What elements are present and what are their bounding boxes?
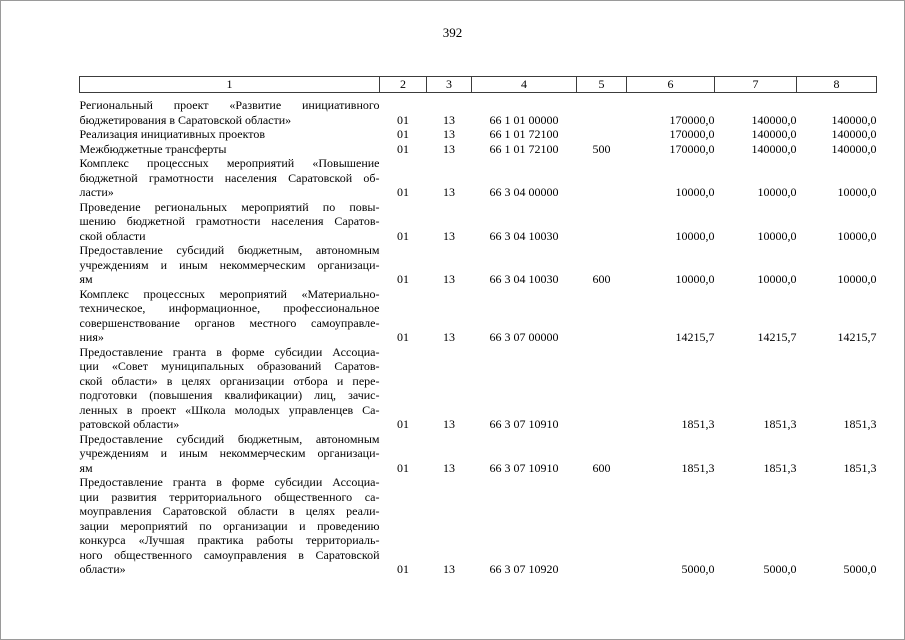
column-header-7: 7: [715, 77, 797, 93]
code-cell: 01: [397, 562, 409, 576]
code-cell: 66 3 07 10910: [489, 417, 559, 431]
amount-cell: 10000,0: [837, 272, 877, 286]
column-header-4: 4: [472, 77, 577, 93]
code-cell: 01: [397, 272, 409, 286]
column-header-8: 8: [797, 77, 877, 93]
name-line: Проведение региональных мероприятий по повы-: [79, 199, 380, 214]
name-line: ской области: [79, 228, 146, 243]
code-cell: 01: [397, 417, 409, 431]
amount-cell: 140000,0: [751, 141, 797, 156]
table-row: [80, 142, 877, 157]
code-cell: 01: [397, 185, 409, 199]
amount-cell: 14215,7: [837, 330, 877, 344]
column-header-3: 3: [427, 77, 472, 93]
column-header-1: 1: [80, 77, 380, 93]
code-cell: 66 1 01 72100: [489, 141, 559, 156]
row-name-cell: [80, 475, 380, 577]
row-name-cell: [80, 200, 380, 244]
amount-cell: 10000,0: [675, 228, 715, 243]
name-line: Комплекс процессных мероприятий «Материально-: [79, 286, 380, 301]
name-line: Предоставление субсидий бюджетным, автономным: [79, 243, 380, 257]
name-line: ласти»: [79, 185, 114, 199]
name-line: Межбюджетные трансферты: [79, 141, 227, 156]
table-row: [80, 127, 877, 142]
amount-cell: 170000,0: [669, 127, 715, 141]
name-line: подготовки (повышения квалификации) лиц, зачис-: [79, 388, 380, 402]
name-line: конкурса «Лучшая практика работы территориаль-: [79, 533, 380, 547]
name-line: учреждениям и иным некоммерческим организаци-: [79, 257, 380, 272]
name-line: бюджетной грамотности населения Саратовской об-: [79, 170, 380, 185]
amount-cell: 10000,0: [757, 185, 797, 199]
table-row: [80, 345, 877, 432]
code-cell: 66 3 07 10910: [489, 460, 559, 475]
code-cell: 13: [443, 330, 455, 344]
code-cell: 13: [443, 127, 455, 141]
name-line: ям: [79, 272, 93, 286]
amount-cell: 140000,0: [831, 112, 877, 127]
code-cell: 13: [443, 185, 455, 199]
amount-cell: 10000,0: [675, 272, 715, 286]
code-cell: 01: [397, 127, 409, 141]
code-cell: 13: [443, 228, 455, 243]
budget-table-body: [80, 93, 877, 577]
amount-cell: 170000,0: [669, 141, 715, 156]
amount-cell: 140000,0: [751, 127, 797, 141]
amount-cell: 170000,0: [669, 112, 715, 127]
code-cell: 01: [397, 330, 409, 344]
table-row: [80, 432, 877, 476]
code-cell: [577, 200, 627, 244]
table-row: [80, 200, 877, 244]
amount-cell: 5000,0: [681, 562, 715, 576]
row-name-cell: [80, 156, 380, 200]
amount-cell: 140000,0: [831, 141, 877, 156]
name-line: Реализация инициативных проектов: [79, 127, 266, 141]
amount-cell: 10000,0: [675, 185, 715, 199]
amount-cell: 1851,3: [843, 417, 877, 431]
table-header: [80, 77, 877, 93]
row-name-cell: [80, 127, 380, 142]
code-cell: 66 3 04 00000: [489, 185, 559, 199]
amount-cell: 140000,0: [751, 112, 797, 127]
table-row: [80, 287, 877, 345]
table-row: [80, 243, 877, 287]
name-line: Предоставление гранта в форме субсидии Ассоциа-: [79, 475, 380, 489]
name-line: моуправления Саратовской области в целях реали-: [79, 504, 380, 518]
amount-cell: 5000,0: [763, 562, 797, 576]
name-line: ленных в проект «Школа молодых управленцев Са-: [79, 402, 380, 417]
amount-cell: 10000,0: [757, 228, 797, 243]
amount-cell: 1851,3: [843, 460, 877, 475]
code-cell: 01: [397, 141, 409, 156]
name-line: зации мероприятий по организации и проведению: [79, 518, 380, 533]
name-line: ния»: [79, 330, 104, 344]
name-line: бюджетирования в Саратовской области»: [79, 112, 292, 127]
code-cell: [577, 475, 627, 577]
amount-cell: 10000,0: [837, 185, 877, 199]
code-cell: 66 3 04 10030: [489, 228, 559, 243]
amount-cell: 14215,7: [757, 330, 797, 344]
amount-cell: 5000,0: [843, 562, 877, 576]
row-name-cell: [80, 345, 380, 432]
page-number: 392: [442, 25, 463, 40]
column-number-row: [80, 77, 877, 93]
name-line: техническое, информационное, профессиональное: [79, 301, 380, 315]
name-line: шению бюджетной грамотности населения Саратов-: [79, 214, 380, 228]
code-cell: [577, 127, 627, 142]
code-cell: 66 1 01 72100: [489, 127, 559, 141]
code-cell: 66 3 07 00000: [489, 330, 559, 344]
code-cell: 13: [443, 417, 455, 431]
code-cell: 13: [443, 272, 455, 286]
code-cell: 500: [592, 141, 611, 156]
name-line: учреждениям и иным некоммерческим организаци-: [79, 446, 380, 460]
code-cell: 13: [443, 562, 455, 576]
row-name-cell: [80, 142, 380, 157]
name-line: Региональный проект «Развитие инициативного: [79, 98, 380, 112]
amount-cell: 10000,0: [837, 228, 877, 243]
name-line: Комплекс процессных мероприятий «Повышение: [79, 156, 380, 170]
code-cell: [577, 345, 627, 432]
name-line: области»: [79, 562, 126, 576]
amount-cell: 10000,0: [757, 272, 797, 286]
code-cell: 66 1 01 00000: [489, 112, 559, 127]
code-cell: 01: [397, 228, 409, 243]
code-cell: [577, 93, 627, 128]
code-cell: 600: [592, 272, 611, 286]
column-header-5: 5: [577, 77, 627, 93]
table-row: [80, 156, 877, 200]
amount-cell: 1851,3: [681, 460, 715, 475]
amount-cell: 14215,7: [675, 330, 715, 344]
name-line: ратовской области»: [79, 417, 180, 431]
name-line: Предоставление гранта в форме субсидии Ассоциа-: [79, 344, 380, 359]
code-cell: 13: [443, 112, 455, 127]
row-name-cell: [80, 432, 380, 476]
table-row: [80, 93, 877, 128]
row-name-cell: [80, 287, 380, 345]
row-name-cell: [80, 243, 380, 287]
budget-table: [79, 76, 877, 577]
column-header-6: 6: [627, 77, 715, 93]
name-line: совершенствование органов местного самоуправле-: [79, 315, 380, 330]
name-line: ям: [79, 460, 93, 475]
code-cell: 600: [592, 460, 611, 475]
code-cell: 66 3 04 10030: [489, 272, 559, 286]
name-line: ного общественного самоуправления в Саратовской: [79, 547, 380, 562]
amount-cell: 140000,0: [831, 127, 877, 141]
row-name-cell: [80, 93, 380, 128]
column-header-2: 2: [380, 77, 427, 93]
name-line: Предоставление субсидий бюджетным, автономным: [79, 431, 380, 446]
name-line: ции развития территориального общественного са-: [79, 489, 380, 504]
code-cell: 01: [397, 460, 409, 475]
name-line: ской области» в целях организации отбора и пере-: [79, 373, 380, 388]
amount-cell: 1851,3: [763, 417, 797, 431]
code-cell: 13: [443, 460, 455, 475]
name-line: ции «Совет муниципальных образований Саратов-: [79, 359, 380, 373]
amount-cell: 1851,3: [681, 417, 715, 431]
code-cell: 01: [397, 112, 409, 127]
table-row: [80, 475, 877, 577]
code-cell: [577, 287, 627, 345]
amount-cell: 1851,3: [763, 460, 797, 475]
code-cell: 66 3 07 10920: [489, 562, 559, 576]
code-cell: [577, 156, 627, 200]
code-cell: 13: [443, 141, 455, 156]
